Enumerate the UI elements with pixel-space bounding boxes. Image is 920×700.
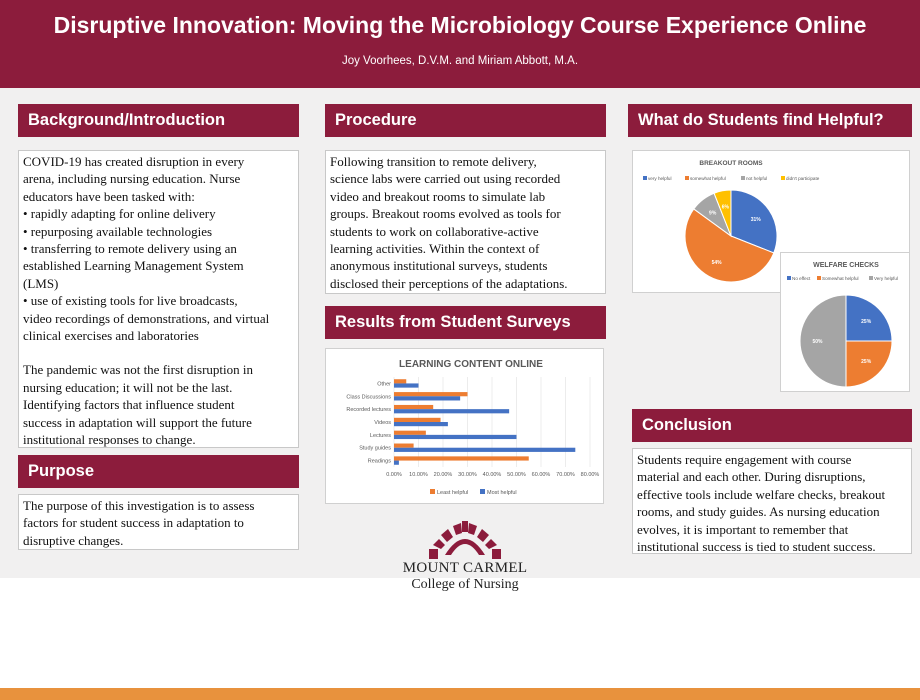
legend-swatch xyxy=(741,176,745,180)
category-label: Videos xyxy=(374,420,391,426)
conclusion-line: material and each other. During disruptions, xyxy=(637,469,866,485)
x-tick-label: 50.00% xyxy=(507,472,526,478)
pie-value-label: 50% xyxy=(812,339,823,345)
x-tick-label: 80.00% xyxy=(580,472,600,478)
procedure-line: anonymous institutional surveys, students xyxy=(330,258,548,274)
bar-least-helpful xyxy=(394,431,426,435)
x-tick-label: 70.00% xyxy=(556,472,575,478)
poster-title: Disruptive Innovation: Moving the Microbiology Course Experience Online xyxy=(53,12,867,38)
procedure-line: Following transition to remote delivery, xyxy=(330,154,537,169)
bar-most-helpful xyxy=(394,396,460,400)
legend-label: Somewhat helpful xyxy=(822,276,859,281)
pie-value-label: 31% xyxy=(750,217,761,224)
learning-content-svg xyxy=(326,349,605,505)
bar-most-helpful xyxy=(394,409,509,413)
purpose-line: The purpose of this investigation is to assess xyxy=(23,498,255,513)
logo-subtitle: College of Nursing xyxy=(411,577,519,592)
bar-least-helpful xyxy=(394,405,433,409)
pie-slices xyxy=(685,190,777,282)
pie-value-label: 9% xyxy=(709,210,717,217)
procedure-line: science labs were carried out using recorded xyxy=(330,171,561,187)
procedure-line: groups. Breakout rooms evolved as tools for xyxy=(330,206,561,222)
bar-least-helpful xyxy=(394,418,441,422)
chart-bars xyxy=(394,379,575,465)
bar-least-helpful xyxy=(394,379,406,383)
legend-label: didn't participate xyxy=(786,176,820,181)
bar-most-helpful xyxy=(394,435,517,439)
logo-name: MOUNT CARMEL xyxy=(402,560,528,576)
pie-slice xyxy=(800,295,846,387)
background-bullet: • use of existing tools for live broadcasts, xyxy=(23,293,238,309)
x-tick-label: 0.00% xyxy=(386,472,402,478)
background-line: success in adaptation will support the future xyxy=(23,414,252,430)
conclusion-line: rooms, and study guides. As nursing education xyxy=(637,504,880,520)
background-line: institutional responses to change. xyxy=(23,432,196,448)
background-line: educators have been tasked with: xyxy=(23,188,195,204)
bar-most-helpful xyxy=(394,422,448,426)
legend-swatch xyxy=(781,176,785,180)
chart-title: LEARNING CONTENT ONLINE xyxy=(399,359,543,370)
legend-label: Least helpful xyxy=(437,490,469,496)
background-line: Identifying factors that influence student xyxy=(23,397,235,413)
mount-carmel-logo xyxy=(395,515,535,595)
category-label: Class Discussions xyxy=(346,394,391,401)
background-line: established Learning Management System xyxy=(23,258,244,274)
legend-label: Most helpful xyxy=(487,490,517,496)
chart-legend xyxy=(787,276,898,281)
legend-swatch xyxy=(430,489,435,494)
procedure-line: students to work on collaborative-active xyxy=(330,223,539,239)
chart-category-labels xyxy=(346,381,391,464)
background-line: clinical exercises and laboratories xyxy=(23,328,199,344)
legend-swatch xyxy=(817,276,821,280)
category-label: Study guides xyxy=(359,445,391,452)
conclusion-line: effective tools include welfare checks, breakout xyxy=(637,486,886,502)
chart-title: WELFARE CHECKS xyxy=(813,262,879,269)
category-label: Recorded lectures xyxy=(346,407,391,414)
poster-authors: Joy Voorhees, D.V.M. and Miriam Abbott, M.A. xyxy=(341,55,579,67)
paragraph-spacer xyxy=(23,344,294,361)
category-label: Lectures xyxy=(369,432,391,439)
conclusion-line: evolves, it is important to remember that xyxy=(637,521,849,537)
bar-most-helpful xyxy=(394,383,419,387)
bar-most-helpful xyxy=(394,461,399,465)
background-bullet: • rapidly adapting for online delivery xyxy=(23,206,216,222)
results-heading: Results from Student Surveys xyxy=(325,306,606,339)
conclusion-text xyxy=(632,448,912,554)
background-text xyxy=(18,150,299,448)
legend-swatch xyxy=(869,276,873,280)
x-tick-label: 40.00% xyxy=(482,472,502,478)
chart-legend xyxy=(430,489,517,496)
chart-title: BREAKOUT ROOMS xyxy=(699,160,763,167)
category-label: Readings xyxy=(367,458,391,465)
pie-value-label: 25% xyxy=(861,318,872,325)
logo-arch-icon xyxy=(395,515,535,561)
pie-value-label: 6% xyxy=(721,204,730,211)
bar-least-helpful xyxy=(394,456,529,460)
legend-swatch xyxy=(643,176,647,180)
pie-value-label: 54% xyxy=(711,260,722,267)
chart-legend xyxy=(643,176,820,181)
legend-label: very helpful xyxy=(648,176,672,181)
x-tick-label: 10.00% xyxy=(409,472,428,478)
legend-swatch xyxy=(787,276,791,280)
procedure-text xyxy=(325,150,606,294)
welfare-checks-svg xyxy=(781,253,911,393)
background-bullet: • repurposing available technologies xyxy=(23,223,213,239)
background-line: arena, including nursing education. Nurse xyxy=(23,171,241,187)
legend-label: not helpful xyxy=(746,176,768,181)
purpose-line: disruptive changes. xyxy=(23,532,124,548)
conclusion-line: institutional success is tied to student success. xyxy=(637,539,876,555)
welfare-checks-chart xyxy=(780,252,910,392)
conclusion-line: Students require engagement with course xyxy=(637,452,852,467)
chart-x-ticks xyxy=(386,472,599,478)
purpose-heading: Purpose xyxy=(18,455,299,488)
procedure-line: video and breakout rooms to simulate lab xyxy=(330,188,546,204)
x-tick-label: 20.00% xyxy=(433,472,453,478)
x-tick-label: 60.00% xyxy=(531,472,551,478)
background-heading: Background/Introduction xyxy=(18,104,299,137)
background-line: COVID-19 has created disruption in every xyxy=(23,154,245,169)
background-line: The pandemic was not the first disruption in xyxy=(23,362,253,378)
helpful-heading: What do Students find Helpful? xyxy=(628,104,912,137)
purpose-line: factors for student success in adaptation to xyxy=(23,515,244,531)
bar-least-helpful xyxy=(394,392,468,396)
background-line: nursing education; it will not be the last. xyxy=(23,379,233,395)
bar-most-helpful xyxy=(394,448,575,452)
pie-value-label: 25% xyxy=(861,359,872,366)
legend-label: No effect xyxy=(792,276,811,281)
x-tick-label: 30.00% xyxy=(458,472,477,478)
purpose-text xyxy=(18,494,299,550)
legend-swatch xyxy=(480,489,485,494)
procedure-heading: Procedure xyxy=(325,104,606,137)
learning-content-chart xyxy=(325,348,604,504)
procedure-line: disclosed their perceptions of the adaptations. xyxy=(330,275,568,291)
legend-label: Very helpful xyxy=(874,276,899,281)
conclusion-heading: Conclusion xyxy=(632,409,912,442)
legend-swatch xyxy=(685,176,689,180)
bar-least-helpful xyxy=(394,444,414,448)
procedure-line: learning activities. Within the context of xyxy=(330,241,540,257)
legend-label: somewhat helpful xyxy=(690,176,726,181)
background-line: video recordings of demonstrations, and virtual xyxy=(23,310,270,326)
background-bullet: • transferring to remote delivery using an xyxy=(23,241,237,257)
category-label: Other xyxy=(377,381,391,388)
background-line: (LMS) xyxy=(23,275,59,291)
bottom-accent-bar xyxy=(0,688,920,700)
